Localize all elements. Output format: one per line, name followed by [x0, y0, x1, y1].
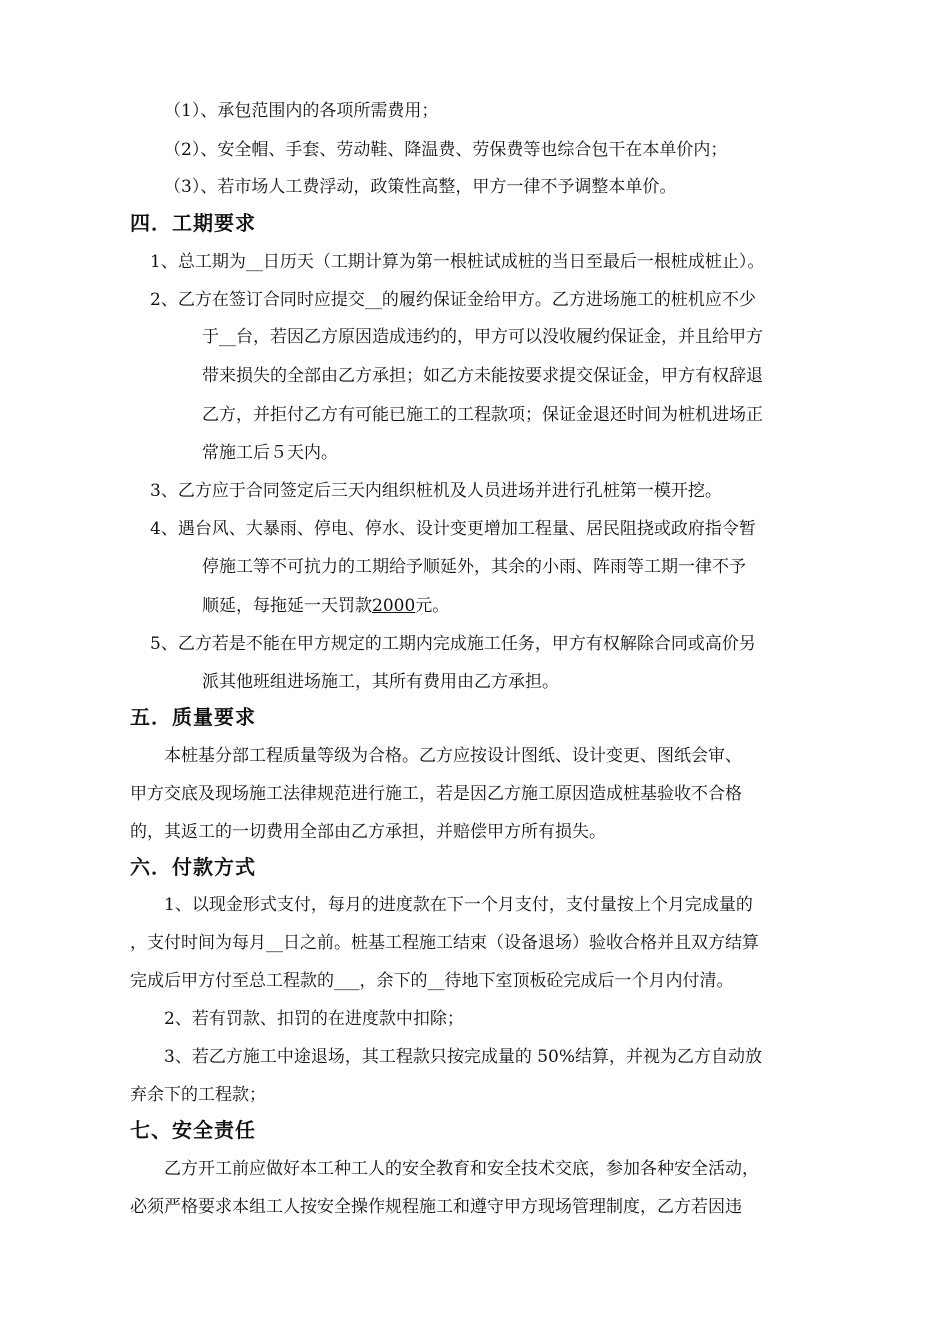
- penalty-unit: 元。: [415, 596, 450, 616]
- schedule-clause-5-line-2: 派其他班组进场施工，其所有费用由乙方承担。: [202, 672, 559, 692]
- schedule-clause-2-line-4: 乙方，并拒付乙方有可能已施工的工程款项；保证金退还时间为桩机进场正: [202, 405, 763, 425]
- section-heading-payment: 六．付款方式: [130, 855, 256, 879]
- schedule-clause-2-line-5: 常施工后５天内。: [202, 443, 338, 463]
- fee-item-1: （1）、承包范围内的各项所需费用；: [164, 101, 439, 121]
- schedule-clause-4-line-3: [202, 594, 449, 618]
- schedule-clause-2-line-1: 2、乙方在签订合同时应提交__的履约保证金给甲方。乙方进场施工的桩机应不少: [150, 290, 756, 310]
- section-heading-safety: 七、安全责任: [130, 1118, 256, 1142]
- penalty-text: 顺延，每拖延一天罚款: [202, 596, 372, 616]
- fee-item-2: （2）、安全帽、手套、劳动鞋、降温费、劳保费等也综合包干在本单价内；: [164, 140, 728, 160]
- quality-line-2: 甲方交底及现场施工法律规范进行施工，若是因乙方施工原因造成桩基验收不合格: [130, 784, 742, 804]
- penalty-amount: 2000: [372, 596, 416, 616]
- quality-line-3: 的，其返工的一切费用全部由乙方承担，并赔偿甲方所有损失。: [130, 822, 606, 842]
- section-heading-quality: 五．质量要求: [130, 705, 256, 729]
- schedule-clause-2-line-2: 于__台，若因乙方原因造成违约的，甲方可以没收履约保证金，并且给甲方: [202, 327, 763, 347]
- schedule-clause-4-line-1: 4、遇台风、大暴雨、停电、停水、设计变更增加工程量、居民阻挠或政府指令暂: [150, 519, 756, 539]
- payment-clause-1-line-2: ，支付时间为每月__日之前。桩基工程施工结束（设备退场）验收合格并且双方结算: [130, 933, 759, 953]
- payment-clause-2: 2、若有罚款、扣罚的在进度款中扣除；: [164, 1009, 464, 1029]
- schedule-clause-1: 1、总工期为__日历天（工期计算为第一根桩试成桩的当日至最后一根桩成桩止）。: [150, 252, 765, 272]
- payment-clause-3-line-2: 弃余下的工程款；: [130, 1085, 266, 1105]
- section-heading-schedule: 四．工期要求: [130, 211, 256, 235]
- safety-line-1: 乙方开工前应做好本工种工人的安全教育和安全技术交底，参加各种安全活动，: [164, 1159, 759, 1179]
- schedule-clause-5-line-1: 5、乙方若是不能在甲方规定的工期内完成施工任务，甲方有权解除合同或高价另: [150, 634, 756, 654]
- payment-clause-1-line-3: 完成后甲方付至总工程款的___，余下的__待地下室顶板砼完成后一个月内付清。: [130, 971, 734, 991]
- safety-line-2: 必须严格要求本组工人按安全操作规程施工和遵守甲方现场管理制度，乙方若因违: [130, 1197, 742, 1217]
- payment-clause-3-line-1: 3、若乙方施工中途退场，其工程款只按完成量的 50%结算，并视为乙方自动放: [164, 1047, 763, 1067]
- fee-item-3: （3）、若市场人工费浮动，政策性高整，甲方一律不予调整本单价。: [164, 177, 677, 197]
- payment-clause-1-line-1: 1、以现金形式支付，每月的进度款在下一个月支付，支付量按上个月完成量的: [164, 895, 753, 915]
- schedule-clause-4-line-2: 停施工等不可抗力的工期给予顺延外，其余的小雨、阵雨等工期一律不予: [202, 557, 746, 577]
- schedule-clause-2-line-3: 带来损失的全部由乙方承担；如乙方未能按要求提交保证金，甲方有权辞退: [202, 366, 763, 386]
- schedule-clause-3: 3、乙方应于合同签定后三天内组织桩机及人员进场并进行孔桩第一模开挖。: [150, 481, 722, 501]
- quality-line-1: 本桩基分部工程质量等级为合格。乙方应按设计图纸、设计变更、图纸会审、: [164, 746, 742, 766]
